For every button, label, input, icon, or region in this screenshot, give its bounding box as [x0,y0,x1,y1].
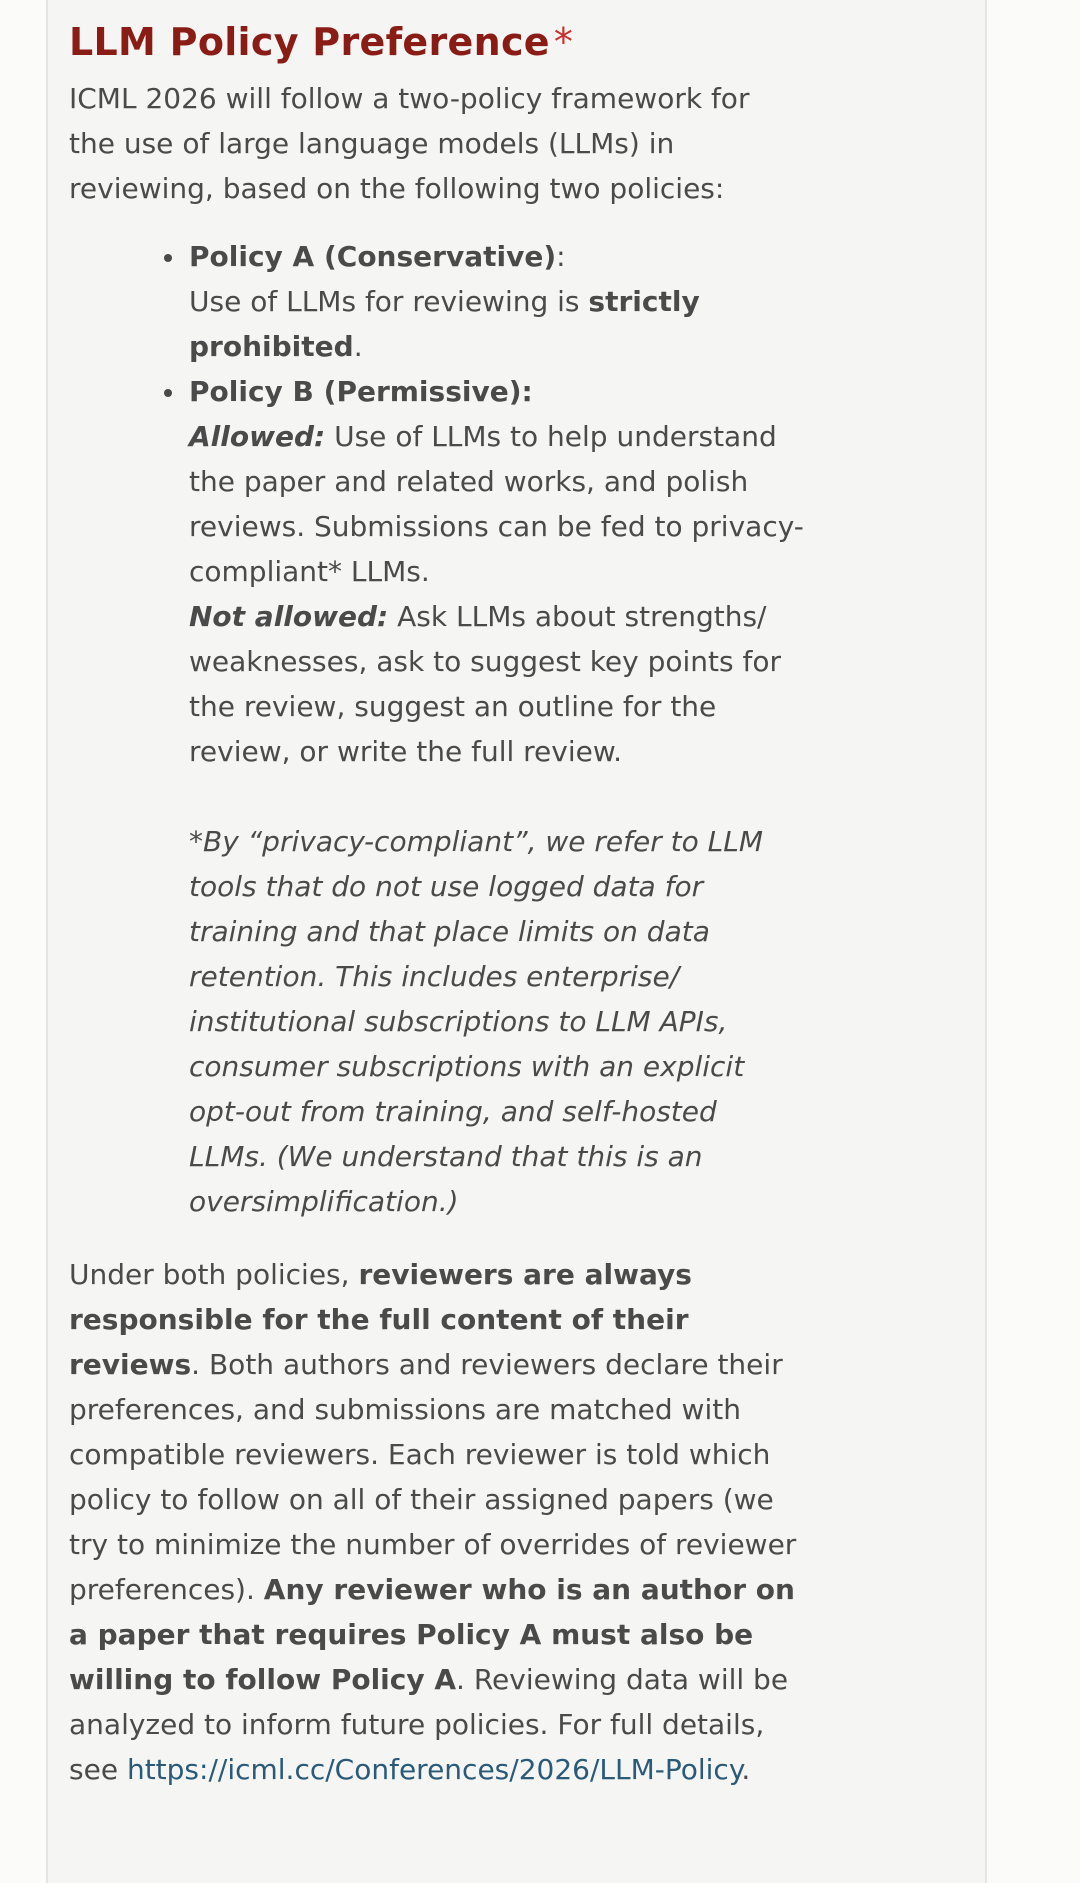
intro-text: ICML 2026 will follow a two-policy framework for the use of large language models (LLMs) in reviewing, based on the following two policies: [69,82,750,205]
closing-bold-2: Any reviewer who is an author on a paper that requires Policy A must also be willing to follow Policy A [69,1573,795,1696]
policy-details-link[interactable]: https://icml.cc/Conferences/2026/LLM-Policy [126,1753,742,1786]
closing-text-1: Under both policies, [69,1258,359,1291]
policy-list [69,234,804,1224]
not-allowed-label: Not allowed: [189,600,389,633]
list-item-policy-b [189,369,804,1224]
closing-bold-1: reviewers are always responsible for the full content of their reviews [69,1258,692,1381]
list-item-policy-a [189,234,804,369]
policy-a-text: Use of LLMs for reviewing is [189,285,589,318]
required-asterisk: * [553,20,574,64]
policy-b-name: Policy B (Permissive): [189,375,533,408]
closing-text-4: . [741,1753,751,1786]
closing-paragraph [69,1252,804,1792]
policy-a-colon: : [556,240,566,273]
allowed-label: Allowed: [189,420,326,453]
closing-text-2: . Both authors and reviewers declare their preferences, and submissions are matched with compatible reviewers. Each reviewer is told which policy to follow on all of their assigned papers (we try to minimize the number of overrides of reviewer preferences). [69,1348,797,1606]
closing-text-3: . Reviewing data will be analyzed to inform future policies. For full details, see [69,1663,789,1786]
privacy-footnote: *By “privacy-compliant”, we refer to LLM tools that do not use logged data for training and that place limits on data retention. This includes enterprise/ institutional subscriptions to LLM APIs, consumer subscriptions with an explicit opt-out from training, and self-hosted LLMs. (We understand that this is an oversimplification.) [189,825,763,1218]
policy-a-period: . [353,330,363,363]
field-title [69,10,804,74]
allowed-text: Use of LLMs to help understand the paper and related works, and polish reviews. Submissions can be fed to privacy-compliant* LLMs. [189,420,804,588]
policy-a-name: Policy A (Conservative) [189,240,557,273]
field-title-text: LLM Policy Preference [69,20,550,64]
not-allowed-text: Ask LLMs about strengths/ weaknesses, ask to suggest key points for the review, suggest an outline for the review, or write the full review. [189,600,782,768]
policy-a-emphasis: strictly prohibited [189,285,700,363]
llm-policy-field [69,10,804,1792]
